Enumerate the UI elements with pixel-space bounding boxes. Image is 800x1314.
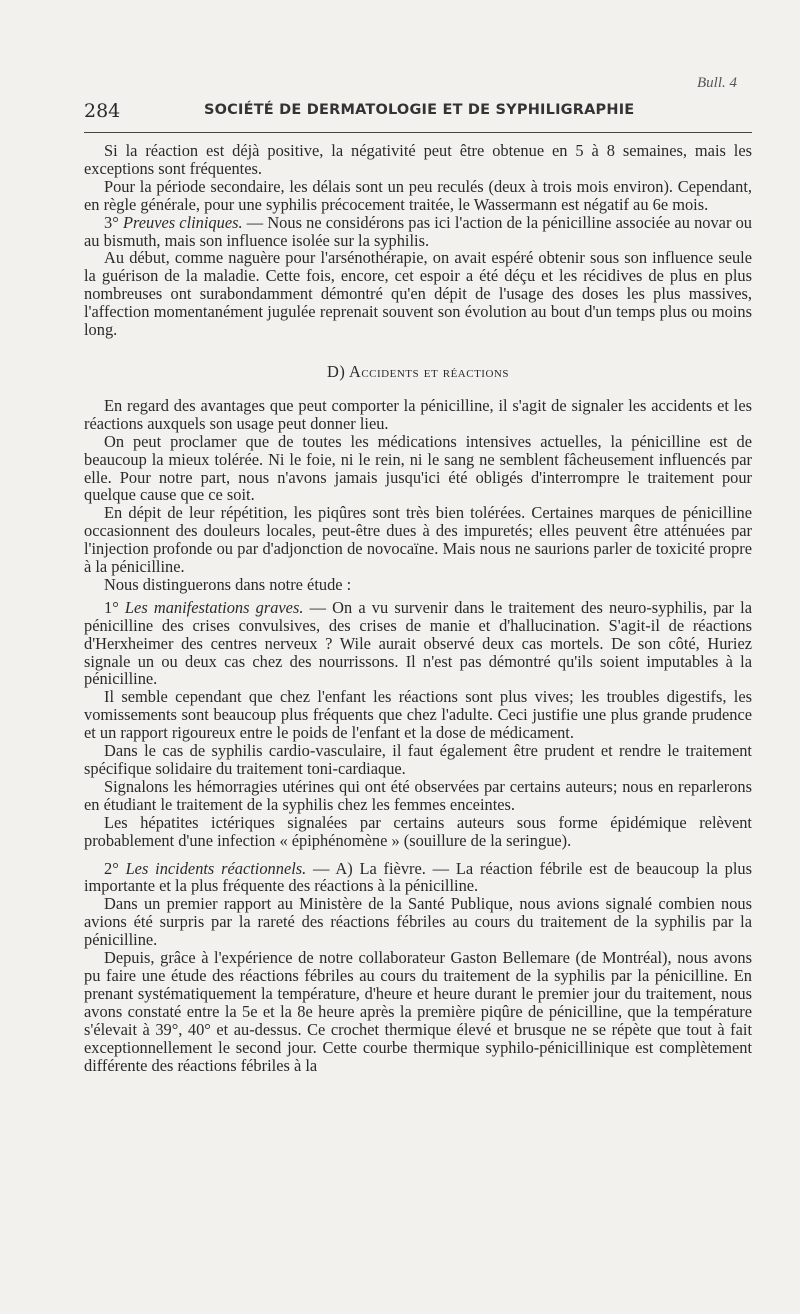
paragraph (84, 576, 752, 594)
paragraph-text: — A) La fièvre. — La réaction fébrile est de beaucoup la plus importante et la plus fréquente des réactions à la pénicilline. (84, 858, 752, 896)
paragraph (84, 895, 752, 949)
paragraph (84, 214, 752, 250)
paragraph-subtitle: Les manifestations graves. (124, 597, 304, 617)
paragraph-text: Il semble cependant que chez l'enfant les réactions sont plus vives; les troubles digestifs, les vomissements sont beaucoup plus fréquents que chez l'adulte. Ceci justifie une plus grande prudence et un rapport rigoureux entre le poids de l'enfant et la dose de médicament. (84, 687, 752, 743)
paragraph (84, 249, 752, 339)
paragraph-text: Dans le cas de syphilis cardio-vasculaire, il faut également être prudent et rendre le traitement spécifique solidaire du traitement toni-cardiaque. (84, 741, 752, 778)
paragraph-text: On peut proclamer que de toutes les médications intensives actuelles, la pénicilline est de beaucoup la mieux tolérée. Ni le foie, ni le rein, ni le sang ne semblent fâcheusement influencés par elle. Pour notre part, nous n'avons jamais jusqu'ici été obligés d'interrompre le traitement pour quelque cause que ce soit. (84, 431, 752, 505)
header-rule (84, 132, 752, 133)
paragraph (84, 142, 752, 178)
paragraph (84, 504, 752, 576)
paragraph-subtitle: Les incidents réactionnels. (125, 858, 307, 878)
paragraph (84, 949, 752, 1074)
handwritten-annotation: Bull. 4 (697, 75, 737, 91)
paragraph (84, 814, 752, 850)
paragraph-text: Dans un premier rapport au Ministère de la Santé Publique, nous avions signalé combien nous avions été surpris par la rareté des réactions fébriles au cours du traitement de la syphilis par la pénicilline. (84, 894, 752, 950)
paragraph (84, 778, 752, 814)
paragraph-number: 1° (104, 597, 125, 617)
running-title: SOCIÉTÉ DE DERMATOLOGIE ET DE SYPHILIGRAPHIE (204, 102, 635, 118)
body-text (84, 142, 752, 1074)
paragraph-text: Depuis, grâce à l'expérience de notre collaborateur Gaston Bellemare (de Montréal), nous avons pu faire une étude des réactions fébriles au cours du traitement de la syphilis par la pénicilline. En prenant systématiquement la température, d'heure et heure durant le premier jour du traitement, nous avons constaté entre la 5e et la 8e heure après la première piqûre de pénicilline, que la température s'élevait à 39°, 40° et au-dessus. Ce crochet thermique élevé et brusque ne se répète que tout à fait exceptionnellement le second jour. Cette courbe thermique syphilo-pénicillinique est complètement différente des réactions fébriles à la (84, 948, 752, 1075)
paragraph (84, 599, 752, 689)
paragraph (84, 742, 752, 778)
paragraph (84, 397, 752, 433)
paragraph-text: Si la réaction est déjà positive, la négativité peut être obtenue en 5 à 8 semaines, mais les exceptions sont fréquentes. (84, 141, 752, 178)
page-number: 284 (84, 100, 121, 122)
paragraph-text: — Nous ne considérons pas ici l'action de la pénicilline associée au novar ou au bismuth, mais son influence isolée sur la syphilis. (84, 212, 752, 250)
paragraph-text: Nous distinguerons dans notre étude : (104, 574, 352, 594)
section-heading: D) Accidents et réactions (327, 361, 509, 381)
paragraph (84, 178, 752, 214)
paragraph (84, 688, 752, 742)
paragraph-number: 2° (104, 858, 126, 878)
paragraph-number: 3° (104, 212, 123, 232)
page-header (84, 100, 752, 124)
paragraph-text: Pour la période secondaire, les délais sont un peu reculés (deux à trois mois environ). Cependant, en règle générale, pour une syphilis précocement traitée, le Wassermann est négatif au 6e mois. (84, 176, 752, 214)
paragraph-text: En dépit de leur répétition, les piqûres sont très bien tolérées. Certaines marques de pénicilline occasionnent des douleurs locales, peut-être dues à des impuretés; elles peuvent être atténuées par l'injection profonde ou par d'adjonction de novocaïne. Mais nous ne saurions parler de toxicité propre à la pénicilline. (84, 503, 752, 577)
paragraph-text: Au début, comme naguère pour l'arsénothérapie, on avait espéré obtenir sous son influence seule la guérison de la maladie. Cette fois, encore, cet espoir a été déçu et les récidives de plus en plus nombreuses ont surabondamment démontré qu'en dépit de l'usage des doses les plus massives, l'affection momentanément jugulée reprenait souvent son évolution au bout d'un temps plus ou moins long. (84, 248, 752, 340)
paragraph-subtitle: Preuves cliniques. (122, 212, 243, 232)
paragraph-text: En regard des avantages que peut comporter la pénicilline, il s'agit de signaler les accidents et les réactions auxquels son usage peut donner lieu. (84, 395, 752, 433)
paragraph (84, 433, 752, 505)
paragraph-text: Signalons les hémorragies utérines qui ont été observées par certains auteurs; nous en reparlerons en étudiant le traitement de la syphilis chez les femmes enceintes. (84, 776, 752, 814)
paragraph-text: Les hépatites ictériques signalées par certains auteurs sous forme épidémique relèvent probablement d'une infection « épiphénomène » (souillure de la seringue). (84, 812, 752, 850)
paragraph-text: — On a vu survenir dans le traitement des neuro-syphilis, par la pénicilline des crises convulsives, des crises de manie et d'hallucination. S'agit-il de réactions d'Herxheimer des centres nerveux ? Wile aurait observé deux cas mortels. De son côté, Huriez signale un ou deux cas chez des nourrissons. Il n'est pas démontré qu'ils soient imputables à la pénicilline. (84, 597, 752, 689)
paragraph (84, 860, 752, 896)
